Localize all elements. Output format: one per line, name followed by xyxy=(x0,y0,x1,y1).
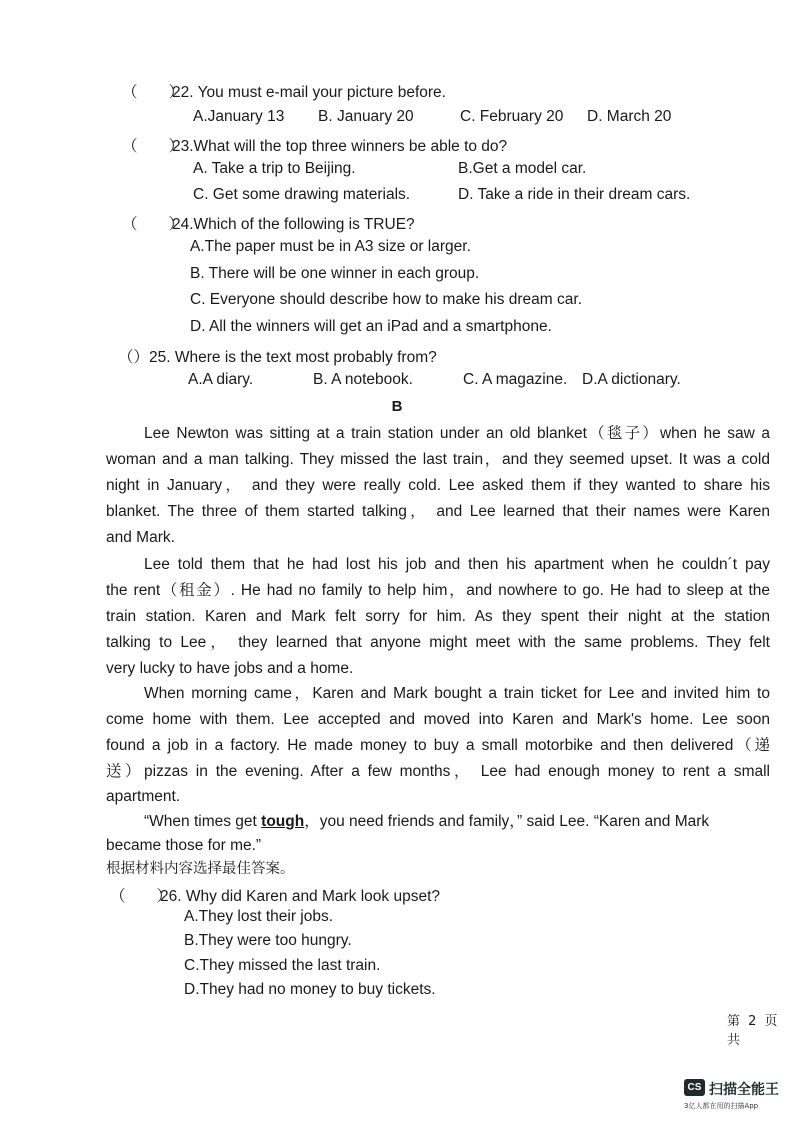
cs-logo-icon: CS xyxy=(684,1079,705,1096)
passage-line: come home with them. Lee accepted and moved into Karen and Mark's home. Lee soon xyxy=(106,711,770,728)
question-stem: 25. Where is the text most probably from? xyxy=(149,349,437,366)
question-stem: 24.Which of the following is TRUE? xyxy=(172,216,415,233)
option-b: B. A notebook. xyxy=(313,371,413,388)
option-c: C.They missed the last train. xyxy=(184,957,381,974)
option-c: C. Get some drawing materials. xyxy=(193,186,411,203)
passage-line: night in January， and they were really cold. Lee asked them if they wanted to share his xyxy=(106,477,770,494)
option-a: A. Take a trip to Beijing. xyxy=(193,160,356,177)
option-b: B.They were too hungry. xyxy=(184,932,352,949)
option-c: C. Everyone should describe how to make his dream car. xyxy=(190,291,582,308)
option-a: A.They lost their jobs. xyxy=(184,908,334,925)
passage-line: very lucky to have jobs and a home. xyxy=(106,660,354,677)
passage-line: Lee Newton was sitting at a train station under an old blanket（毯子）when he saw a xyxy=(144,425,770,442)
page-number: 第 2 页 共 xyxy=(727,1014,780,1048)
passage-line: Lee told them that he had lost his job and then his apartment when he couldn´t pay xyxy=(144,556,770,573)
question-stem: 22. You must e-mail your picture before. xyxy=(172,84,446,101)
question-26 xyxy=(110,884,440,906)
option-d: D. All the winners will get an iPad and a smartphone. xyxy=(190,318,552,335)
passage-line: and Mark. xyxy=(106,529,175,546)
option-a: A.January 13 xyxy=(193,108,285,125)
option-c: C. February 20 xyxy=(460,108,564,125)
passage-quote-line xyxy=(144,809,770,835)
option-a: A.A diary. xyxy=(188,371,254,388)
answer-blank: （ ） xyxy=(122,216,185,233)
option-b: B. January 20 xyxy=(318,108,414,125)
option-b: B.Get a model car. xyxy=(458,160,587,177)
option-d: D.A dictionary. xyxy=(582,371,681,388)
passage-line: blanket. The three of them started talking， and Lee learned that their names were Karen xyxy=(106,503,770,520)
passage-line: found a job in a factory. He made money to buy a small motorbike and then delivered（递 xyxy=(106,737,770,754)
question-stem: 23.What will the top three winners be able to do? xyxy=(172,138,508,155)
quote-text: “When times get xyxy=(144,813,262,830)
instruction-text: 根据材料内容选择最佳答案。 xyxy=(106,861,295,877)
question-24 xyxy=(122,212,415,234)
passage-line: became those for me.” xyxy=(106,837,262,854)
option-a: A.The paper must be in A3 size or larger. xyxy=(190,238,471,255)
question-stem: 26. Why did Karen and Mark look upset? xyxy=(160,888,441,905)
brand-tagline: 3亿人都在用的扫描App xyxy=(684,1102,759,1110)
option-c: C. A magazine. xyxy=(463,371,568,388)
question-23 xyxy=(122,134,507,156)
answer-blank: （） xyxy=(118,349,150,366)
option-b: B. There will be one winner in each group. xyxy=(190,265,480,282)
passage-line: train station. Karen and Mark felt sorry for him. As they spent their night at the station xyxy=(106,608,770,625)
answer-blank: （ ） xyxy=(122,84,185,101)
passage-line: talking to Lee， they learned that anyone might meet with the same problems. They felt xyxy=(106,634,770,651)
passage-line: woman and a man talking. They missed the last train，and they seemed upset. It was a cold xyxy=(106,451,770,468)
option-d: D. March 20 xyxy=(587,108,672,125)
brand-name: 扫描全能王 xyxy=(709,1082,779,1098)
option-d: D. Take a ride in their dream cars. xyxy=(458,186,691,203)
answer-blank: （ ） xyxy=(122,138,185,155)
quote-text: ，you need friends and family，” said Lee. “Karen and Mark xyxy=(304,813,710,830)
question-25 xyxy=(118,345,437,367)
answer-blank: （ ） xyxy=(110,888,173,905)
section-title-b: B xyxy=(391,398,403,415)
passage-line: When morning came，Karen and Mark bought a train ticket for Lee and invited him to xyxy=(144,685,770,702)
passage-line: the rent（租金）. He had no family to help him，and nowhere to go. He had to sleep at the xyxy=(106,582,770,599)
passage-line: 送）pizzas in the evening. After a few months， Lee had enough money to rent a small xyxy=(106,763,770,780)
option-d: D.They had no money to buy tickets. xyxy=(184,981,436,998)
underlined-word: tough xyxy=(261,813,305,830)
question-22 xyxy=(122,80,446,102)
passage-line: apartment. xyxy=(106,788,181,805)
